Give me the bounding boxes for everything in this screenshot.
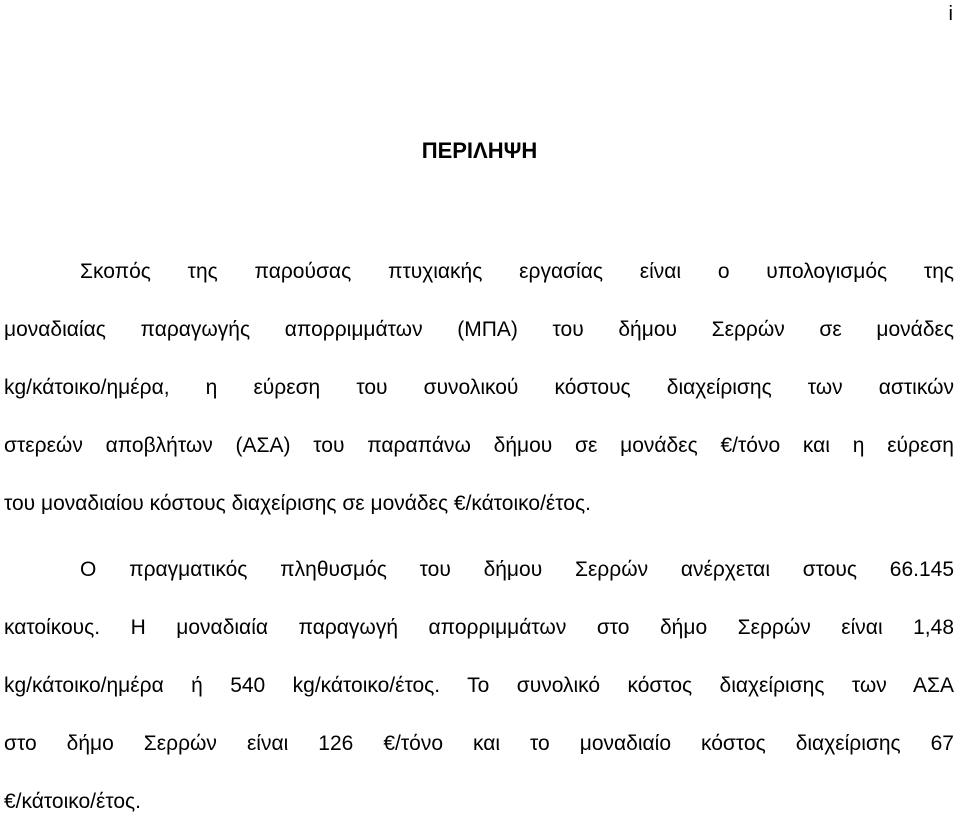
paragraph-line: Ο πραγματικός πληθυσμός του δήμου Σερρών ανέρχεται στους 66.145 [80,558,954,581]
paragraph-line: μοναδιαίας παραγωγής απορριμμάτων (ΜΠΑ) του δήμου Σερρών σε μονάδες [4,318,954,341]
page-title: ΠΕΡΙΛΗΨΗ [421,138,538,163]
paragraph-line: Σκοπός της παρούσας πτυχιακής εργασίας είναι ο υπολογισμός της [80,260,954,283]
paragraph-line: κατοίκους. Η μοναδιαία παραγωγή απορριμμάτων στο δήμο Σερρών είναι 1,48 [4,616,954,639]
paragraph-results [4,541,954,831]
paragraph-line: kg/κάτοικο/ημέρα, η εύρεση του συνολικού κόστους διαχείρισης των αστικών [4,376,954,399]
paragraph-line: στο δήμο Σερρών είναι 126 €/τόνο και το μοναδιαίο κόστος διαχείρισης 67 [4,732,954,755]
paragraph-line: kg/κάτοικο/ημέρα ή 540 kg/κάτοικο/έτος. Το συνολικό κόστος διαχείρισης των ΑΣΑ [4,674,954,697]
paragraph-line: του μοναδιαίου κόστους διαχείρισης σε μονάδες €/κάτοικο/έτος. [4,492,591,515]
page-number: i [948,3,953,25]
paragraph-purpose [4,243,954,533]
paragraph-line: €/κάτοικο/έτος. [4,790,141,813]
paragraph-line: στερεών αποβλήτων (ΑΣΑ) του παραπάνω δήμου σε μονάδες €/τόνο και η εύρεση [4,434,954,457]
